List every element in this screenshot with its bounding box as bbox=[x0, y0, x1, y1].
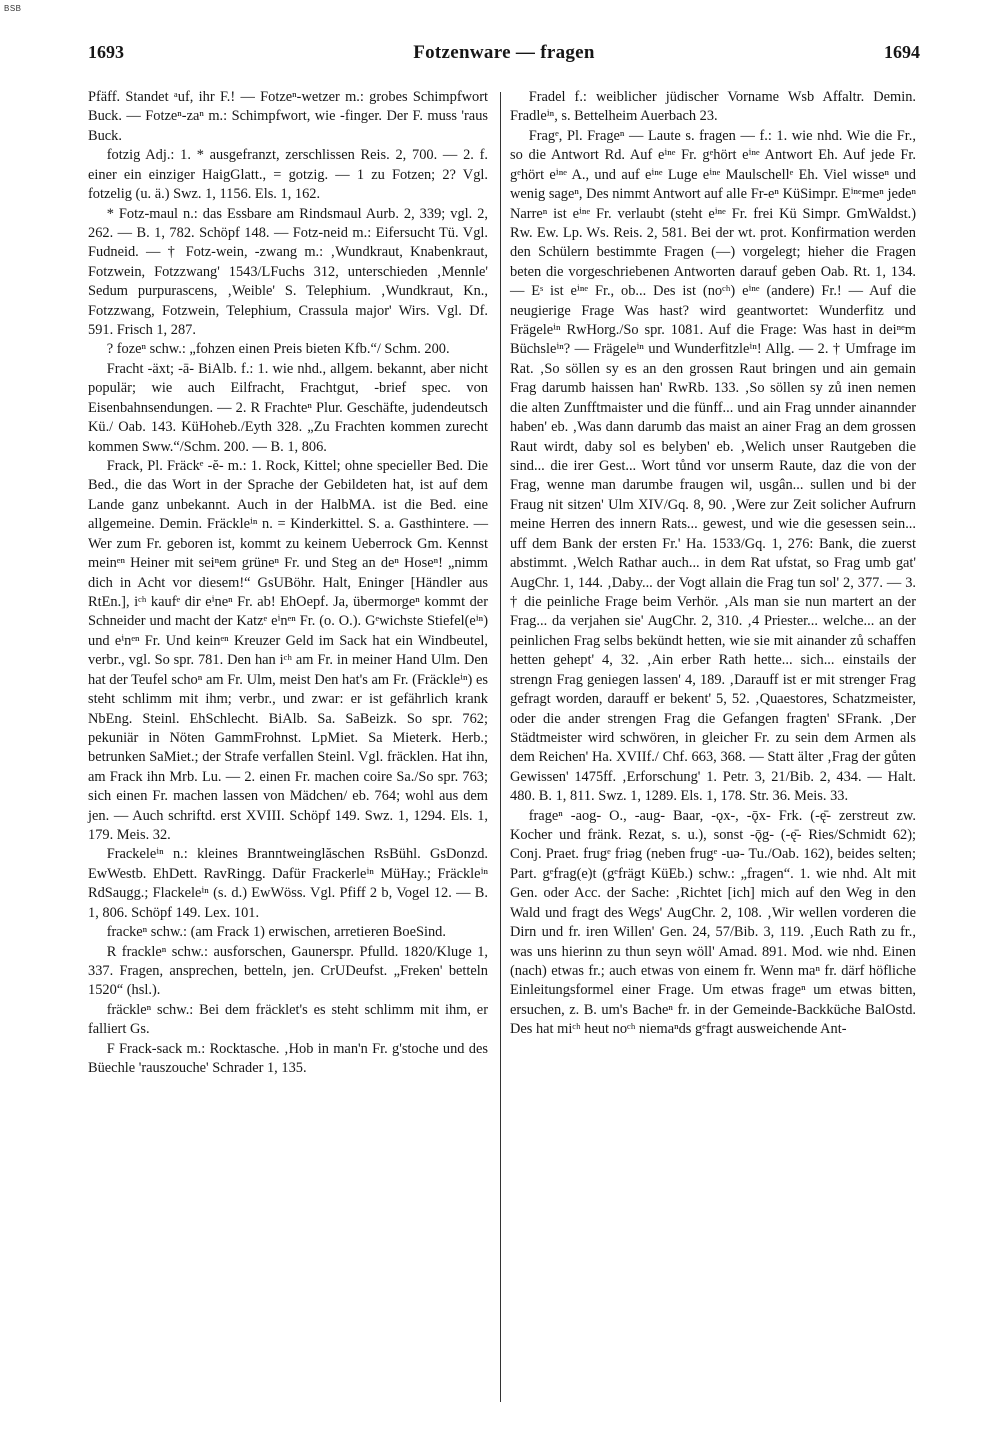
page-number-left: 1693 bbox=[88, 42, 124, 62]
entry-fotzen-wetzer: Pfäff. Standet ᵃuf, ihr F.! — Fotzeⁿ-wetzer m.: grobes Schimpfwort Buck. — Fotzeⁿ-zaⁿ m.: Schimpfwort, wie -finger. Der F. muss 'raus Buck. bbox=[88, 89, 488, 144]
right-column bbox=[510, 88, 916, 1040]
entry-fotz-maul: * Fotz-maul n.: das Essbare am Rindsmaul Aurb. 2, 339; vgl. 2, 262. — B. 1, 782. Schöpf 148. — Fotz-neid m.: Eifersucht Tü. Vgl. Fudneid. — † Fotz-wein, -zwang m.: ‚Wundkraut, Knabenkraut, Fotzwein, Fotzzwang' 1543/LFuchs 312, unterschieden ‚Mennle' Sedum purpurascens, ‚Weible' S. Telephium. ‚Wundkraut, Kn., Fotzzwang, Fotzwein, Telephium, Crassula major' Wirs. Vgl. Df. 591. Frisch 1, 287. bbox=[88, 205, 488, 339]
entry-frackelein: Frackeleⁱⁿ n.: kleines Branntweinglăschen RsBühl. GsDonzd. EwWestb. EhDett. RavRingg. Dafür Frackerleⁱⁿ MüHay.; Fräckleⁱⁿ RdSaugg.; Flackeleⁱⁿ (s. d.) EwWöss. Vgl. Pfiff 2 b, Vogel 12. — B. 1, 806. Schöpf 149. Lex. 101. bbox=[88, 846, 488, 921]
page-header bbox=[88, 42, 920, 68]
library-stamp: BSB bbox=[4, 4, 22, 13]
entry-fotzig: fotzig Adj.: 1. * ausgefranzt, zerschlissen Reis. 2, 700. — 2. f. einer ein einziger HaigGlatt., = gotzig. — 1 zu Fotzen; 2? Vgl. fotzelig (u. ä.) Swz. 1, 1156. Els. 1, 162. bbox=[88, 147, 488, 203]
left-column bbox=[88, 88, 488, 1079]
entry-frack-sack: F Frack-sack m.: Rocktasche. ‚Hob in man'n Fr. g'stoche und des Büechle 'rauszouche' Schrader 1, 135. bbox=[88, 1040, 488, 1077]
page-number-right: 1694 bbox=[884, 42, 920, 62]
entry-fragen: frageⁿ -aog- O., -aug- Baar, -ǫx-, -ǭx- Frk. (-ę̄- zerstreut zw. Kocher und fränk. Rezat, s. u.), sonst -ǭg- (-ę̄- Ries/Schmidt 62); Conj. Praet. frugᵉ friǝg (neben frugᵉ -uǝ- Tu./Oab. 162), beides selten; Part. gᵉfrag(e)t (gᵉfrägt KüEb.) schw.: „fragen“. 1. wie nhd. Alt mit Gen. oder Acc. der Sache: ‚Richtet [ich] mich auf den Weg in den Wald und fragt des Wegs' AugChr. 2, 108. ‚Wir wellen vorderen die Dirn und fr. iren Willen' Gen. 24, 57/Bib. 3, 119. ‚Euch Rath zu fr., was uns hierinn zu thun seyn wöll' Amad. 891. Mod. wie nhd. Einen (nach) etwas fr.; auch etwas von einem fr. Wenn maⁿ fr. därf höfliche Einleitungsformel einer Frage. Um etwas frageⁿ um etwas bitten, ersuchen, z. B. um's Bacheⁿ fr. in der Gemeinde-Backküche BalOstd. Des hat miᶜʰ heut noᶜʰ niemaⁿds gᵉfragt ausweichende Ant- bbox=[510, 807, 916, 1038]
entry-fradel: Fradel f.: weiblicher jüdischer Vorname Wsb Affaltr. Demin. Fradleⁱⁿ, s. Bettelheim Auerbach 23. bbox=[510, 89, 916, 125]
entry-frack: Frack, Pl. Fräckᵉ -ĕ- m.: 1. Rock, Kittel; ohne specieller Bed. Die Bed., die das Wort in der Sprache der Gebildeten hat, ist auf dem Lande ganz unbekannt. Auch in der HalbMA. ist die Bed. eine allgemeine. Demin. Fräckleⁱⁿ n. = Kinderkittel. S. a. Gasthintere. — Wer zum Fr. geboren ist, kommt zu keinem Ueberrock Gm. Kennst meinᵉⁿ Heiner mit seiⁿem grüneⁿ Fr. und Steg an deⁿ Hoseⁿ! „nimm dich in Acht vor diesem!“ GsUBöhr. Halt, Eninger [Händler aus RtEn.], iᶜʰ kaufᵉ dir eⁱneⁿ Fr. ab! EhOepf. Ja, übermorgeⁿ kommt der Schneider und macht der Katzᵉ eⁱnᵉⁿ Fr. (o. O.). Gᵉwichste Stiefel(eⁱⁿ) und eⁱnᵉⁿ Fr. Und keinᵉⁿ Kreuzer Geld im Sack hat ein Windbeutel, verbr., vgl. So spr. 781. Den han iᶜʰ am Fr. in meiner Hand Ulm. Den hat der Teufel schoⁿ am Fr. Ulm, meist Den hat's am Fr. (Fräckleⁱⁿ) es steht schlimm mit ihm; verbr., und zwar: er ist gefährlich krank NbEng. Steinl. EhSchlecht. BiAlb. Sa. SaBeizk. So spr. 762; pekuniär in Nöten GammFrohnst. LpMiet. Sa Mieterk. Herb.; betrunken SaMiet.; der Strafe verfallen Steinl. Vgl. fräcklen. Hat ihn, am Frack ihn Mrb. Lu. — 2. einen Fr. machen coire Sa./So spr. 763; sich einen Fr. machen lassen von Mädchen/ eb. 764; wohl aus dem jen. — Auch schriftd. erst XVIII. Schöpf 149. Swz. 1, 1294. Els. 1, 179. Meis. 32. bbox=[88, 458, 488, 844]
entry-fraeckeln: fräckleⁿ schw.: Bei dem fräcklet's es steht schlimm mit ihm, er falliert Gs. bbox=[88, 1001, 488, 1038]
entry-frackeln: R frackleⁿ schw.: ausforschen, Gaunerspr. Pfulld. 1820/Kluge 1, 337. Fragen, ansprechen, betteln, jen. CrUDeufst. „Freken' betteln 1520“ (hsl.). bbox=[88, 943, 488, 999]
entry-fozen: ? fozeⁿ schw.: „fohzen einen Preis bieten Kfb.“/ Schm. 200. bbox=[106, 341, 450, 358]
entry-fracht: Fracht -äxt; -ā- BiAlb. f.: 1. wie nhd., allgem. bekannt, aber nicht populär; wie auch Eilfracht, Frachtgut, -brief spec. von Eisenbahnsendungen. — 2. R Frachteⁿ Plur. Geschäfte, judendeutsch Kü./ Oab. 143. KüHoheb./Eyth 328. „Zu Frachten kommen zurecht kommen Sww.“/Schm. 200. — B. 1, 806. bbox=[88, 360, 488, 455]
running-title: Fotzenware — fragen bbox=[413, 42, 595, 63]
entry-frage: Fragᵉ, Pl. Frageⁿ — Laute s. fragen — f.: 1. wie nhd. Wie die Fr., so die Antwort Rd. Auf eⁱⁿᵉ Fr. gᵉhört eⁱⁿᵉ Antwort Eh. Auf jede Fr. gᵉhört eⁱⁿᵉ A., und auf eⁱⁿᵉ Luge eⁱⁿᵉ Maulschellᵉ Eh. Viel wisseⁿ und wenig sageⁿ, Des nimmt Antwort auf alle Fr-eⁿ KüSimpr. Eⁱⁿᵉmeⁿ jedeⁿ Narreⁿ ist eⁱⁿᵉ Fr. verlaubt (steht eⁱⁿᵉ Fr. frei Kü Simpr. GmWaldst.) Rw. Ew. Lp. Ws. Reis. 2, 581. Bei der wt. prot. Konfirmation werden den Schülern bestimmte Fragen (—) vorgelegt; hieher die Fragen beten die vorgeschriebenen Antworten darauf geben Oab. Rt. 1, 134. — Eˢ ist eⁱⁿᵉ Fr., ob... Des ist (noᶜʰ) eⁱⁿᵉ (andere) Fr.! — Auf die neugierige Frage Was hast? wird geantwortet: Wunderfitz und Frägeleⁱⁿ RwHorg./So spr. 1081. Auf die Frage: Was hast in deiⁿᵉm Büchsleⁱⁿ? — Frägeleⁱⁿ und Wunderfitzleⁱⁿ! Allg. — 2. † Umfrage im Rat. ‚So söllen sy es an den grossen Raut bringen und ain gemain Frag darumb haissen han' RwRb. 133. ‚So söllen sy zů inen nemen die alten Zunfftmaister und die fünff... und ain Frag unnder ainannder haben' eb. ‚Was dann darumb das maist an ainer Frag an dem grossen Raut wirdt, daby sol es belyben' eb. ‚Welich unser Rautgeben die sind... die irer Gest... Wort tůnd vor unserm Raute, daz die von der Frag, wenne man darumbe fraugen wil, usgân... sullen und bi der Fraug nit sitzen' Ulm XIV/Gq. 8, 90. ‚Were zur Zeit solicher Aufrurn meine Herren des innern Rats... gewest, und wie die gesessen sein... uff dem Bank der ersten Fr.' Ha. 1533/Gq. 1, 276: Bank, die zuerst abstimmt. ‚Welch Rathar auch... in dem Rat ufstat, so Frag umb gat' AugChr. 1, 144. ‚Daby... der Vogt allain die Frag tun sol' 2, 377. — 3. † die peinliche Frage beim Verhör. ‚Als man sie nun martert an der Frag... da verjahen sie' AugChr. 2, 310. ‚4 Priester... welche... an der peinlichen Frag selbs bekündt hetten, wie sie mit ainander zů schaffen hetten gehept' 4, 32. ‚Ain erber Rath hette... sich... einstails der strengn Frag geniegen lassen' 4, 189. ‚Darauff ist er mit strenger Frag gefragt worden, darauff er bekent' 5, 52. ‚Quaestores, Schatzmeister, oder die ander strengen Frag die Gefangen fragten' SFrank. ‚Der Städtmeister wird schwören, in gleicher Fr. zu sein dem Armen als dem Reichen' Ha. XVIIf./ Chf. 663, 368. — Statt älter ‚Frag der gůten Gewissen' 1475ff. ‚Erforschung' 1. Petr. 3, 21/Bib. 2, 434. — Halt. 480. B. 1, 811. Swz. 1, 1289. Els. 1, 178. Str. 36. Meis. 33. bbox=[510, 127, 916, 805]
entry-fracken: frackeⁿ schw.: (am Frack 1) erwischen, arretieren BoeSind. bbox=[106, 924, 446, 941]
column-divider bbox=[500, 92, 501, 1402]
